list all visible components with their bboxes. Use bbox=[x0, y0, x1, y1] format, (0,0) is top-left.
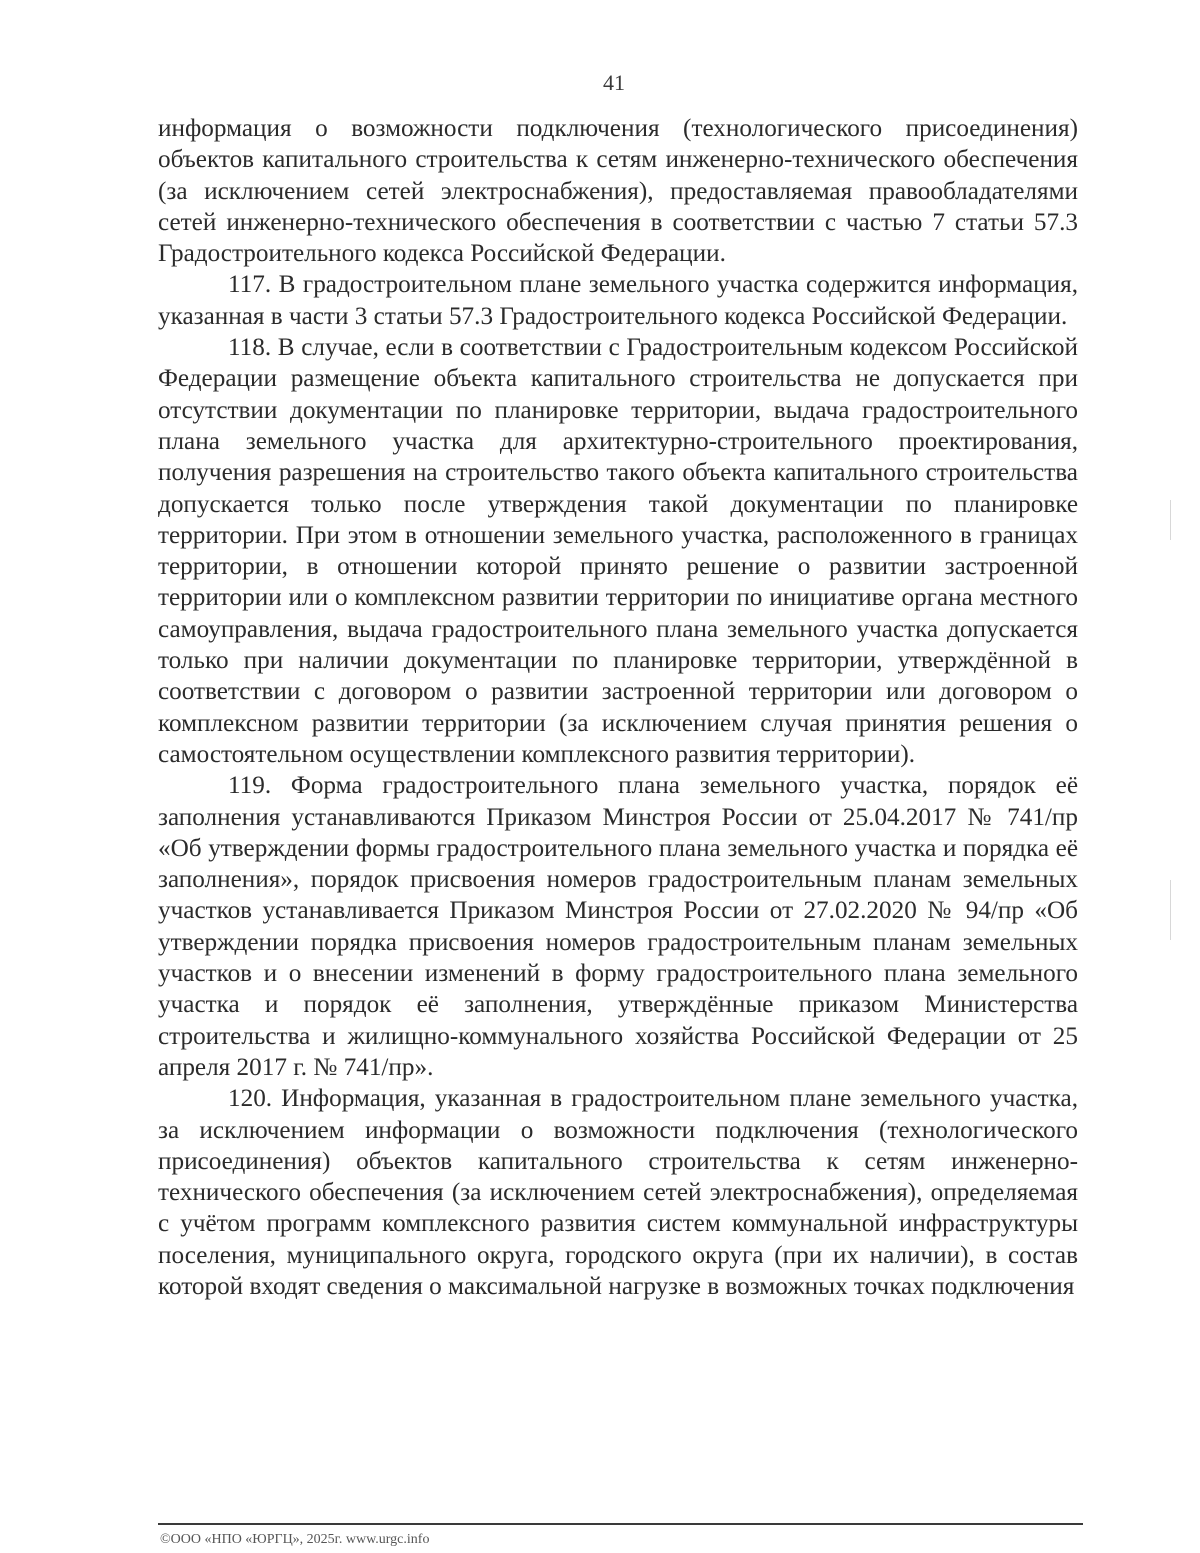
paragraph-119: 119. Форма градостроительного плана земельного участка, порядок её заполнения устанавливаются Приказом Минстроя России от 25.04.2017 № 741/пр «Об утверждении формы градостроительного плана земельного участка и порядка её заполнения», порядок присвоения номеров градостроительным планам земельных участков устанавливается Приказом Минстроя России от 27.02.2020 № 94/пр «Об утверждении порядка присвоения номеров градостроительным планам земельных участков и о внесении изменений в форму градостроительного плана земельного участка и порядок её заполнения, утверждённые приказом Министерства строительства и жилищно-коммунального хозяйства Российской Федерации от 25 апреля 2017 г. № 741/пр». bbox=[158, 772, 1078, 1081]
scan-artifact-mark bbox=[1170, 500, 1171, 540]
document-body bbox=[158, 113, 1078, 1302]
footer-copyright: ©ООО «НПО «ЮРГЦ», 2025г. www.urgc.info bbox=[160, 1532, 430, 1547]
scan-artifact-mark bbox=[1170, 880, 1171, 940]
paragraph-continuation: информация о возможности подключения (технологического присоединения) объектов капитального строительства к сетям инженерно-технического обеспечения (за исключением сетей электроснабжения), предоставляемая правообладателями сетей инженерно-технического обеспечения в соответствии с частью 7 статьи 57.3 Градостроительного кодекса Российской Федерации. bbox=[158, 115, 1078, 268]
paragraph-117: 117. В градостроительном плане земельного участка содержится информация, указанная в части 3 статьи 57.3 Градостроительного кодекса Российской Федерации. bbox=[158, 271, 1078, 330]
page-number: 41 bbox=[603, 70, 625, 95]
footer-divider bbox=[158, 1523, 1083, 1525]
paragraph-120: 120. Информация, указанная в градостроительном плане земельного участка, за исключением информации о возможности подключения (технологического присоединения) объектов капитального строительства к сетям инженерно-технического обеспечения (за исключением сетей электроснабжения), определяемая с учётом программ комплексного развития систем коммунальной инфраструктуры поселения, муниципального округа, городского округа (при их наличии), в состав которой входят сведения о максимальной нагрузке в возможных точках подключения bbox=[158, 1085, 1078, 1300]
paragraph-118: 118. В случае, если в соответствии с Градостроительным кодексом Российской Федерации размещение объекта капитального строительства не допускается при отсутствии документации по планировке территории, выдача градостроительного плана земельного участка для архитектурно-строительного проектирования, получения разрешения на строительство такого объекта капитального строительства допускается только после утверждения такой документации по планировке территории. При этом в отношении земельного участка, расположенного в границах территории, в отношении которой принято решение о развитии застроенной территории или о комплексном развитии территории по инициативе органа местного самоуправления, выдача градостроительного плана земельного участка допускается только при наличии документации по планировке территории, утверждённой в соответствии с договором о развитии застроенной территории или договором о комплексном развитии территории (за исключением случая принятия решения о самостоятельном осуществлении комплексного развития территории). bbox=[158, 334, 1078, 768]
